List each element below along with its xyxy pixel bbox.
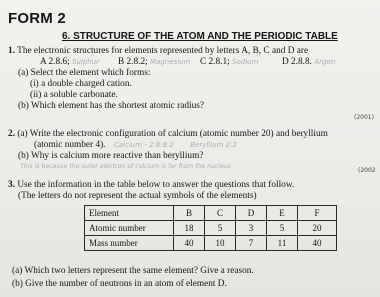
question-1-number: 1.	[8, 46, 15, 56]
question-1a-ii: (ii) a soluble carbonate.	[30, 90, 118, 100]
table-cell: 7	[236, 236, 267, 251]
table-cell: 5	[267, 221, 298, 236]
table-row-label: Atomic number	[85, 221, 174, 236]
table-cell: 40	[174, 236, 205, 251]
question-1-stem	[8, 46, 308, 56]
question-2b: (b) Why is calcium more reactive than beryllium?	[18, 151, 204, 161]
question-3b: (b) Give the number of neutrons in an atom of element D.	[12, 279, 227, 289]
question-2a-text: (a) Write the electronic configuration of calcium (atomic number 20) and beryllium	[17, 129, 328, 139]
table-cell: 3	[236, 221, 267, 236]
table-row	[85, 236, 337, 251]
table-cell: 11	[267, 236, 298, 251]
option-d	[282, 57, 335, 67]
option-c-label: C 2.8.1;	[200, 57, 230, 67]
table-cell: 18	[174, 221, 205, 236]
answer-beryllium: Beryllium 2:2	[190, 141, 237, 149]
table-header-row	[85, 206, 337, 221]
chapter-title: 6. STRUCTURE OF THE ATOM AND THE PERIODIC TABLE	[62, 30, 338, 42]
answer-2b: This is because the outer electron of calcium is far from the nucleus	[20, 163, 232, 170]
option-a-note: Sulphur	[72, 58, 100, 66]
table-cell: 5	[205, 221, 236, 236]
option-c	[200, 57, 258, 67]
question-2a-cont-text: (atomic number 4).	[34, 140, 106, 150]
option-d-note: Argon	[314, 58, 336, 66]
question-3-stem-text: Use the information in the table below to answer the questions that follow.	[17, 180, 295, 190]
question-3a: (a) Which two letters represent the same element? Give a reason.	[12, 266, 254, 276]
question-3-stem	[8, 180, 294, 190]
option-a	[40, 57, 99, 67]
option-b	[118, 57, 190, 67]
question-1a: (a) Select the element which forms:	[18, 68, 151, 78]
option-c-note: Sodium	[232, 58, 259, 66]
question-1-stem-text: The electronic structures for elements represented by letters A, B, C and D are	[17, 46, 309, 56]
table-row	[85, 221, 337, 236]
question-1b: (b) Which element has the shortest atomic radius?	[18, 101, 204, 111]
table-header-cell: E	[267, 206, 298, 221]
option-b-label: B 2.8.2;	[118, 57, 148, 67]
question-1a-i: (i) a double charged cation.	[30, 79, 132, 89]
question-3-number: 3.	[8, 180, 15, 190]
table-header-cell: Element	[85, 206, 174, 221]
question-2a	[8, 129, 328, 139]
option-d-label: D 2.8.8.	[282, 57, 312, 67]
question-2-year-mark: (2002	[358, 167, 376, 174]
option-a-label: A 2.8.6;	[40, 57, 70, 67]
table-header-cell: B	[174, 206, 205, 221]
question-1-year-mark: (2001)	[354, 114, 374, 121]
table-cell: 20	[298, 221, 337, 236]
question-2-number: 2.	[8, 129, 15, 139]
question-3-note: (The letters do not represent the actual symbols of the elements)	[18, 191, 257, 201]
table-header-cell: C	[205, 206, 236, 221]
element-table	[84, 205, 337, 251]
option-b-note: Magnesium	[150, 58, 191, 66]
question-2a-cont	[34, 140, 237, 150]
form-title: FORM 2	[8, 10, 66, 27]
table-header-cell: F	[298, 206, 337, 221]
table-cell: 10	[205, 236, 236, 251]
answer-calcium: Calcium - 2:8:8:2	[113, 141, 174, 149]
table-row-label: Mass number	[85, 236, 174, 251]
table-cell: 40	[298, 236, 337, 251]
table-header-cell: D	[236, 206, 267, 221]
